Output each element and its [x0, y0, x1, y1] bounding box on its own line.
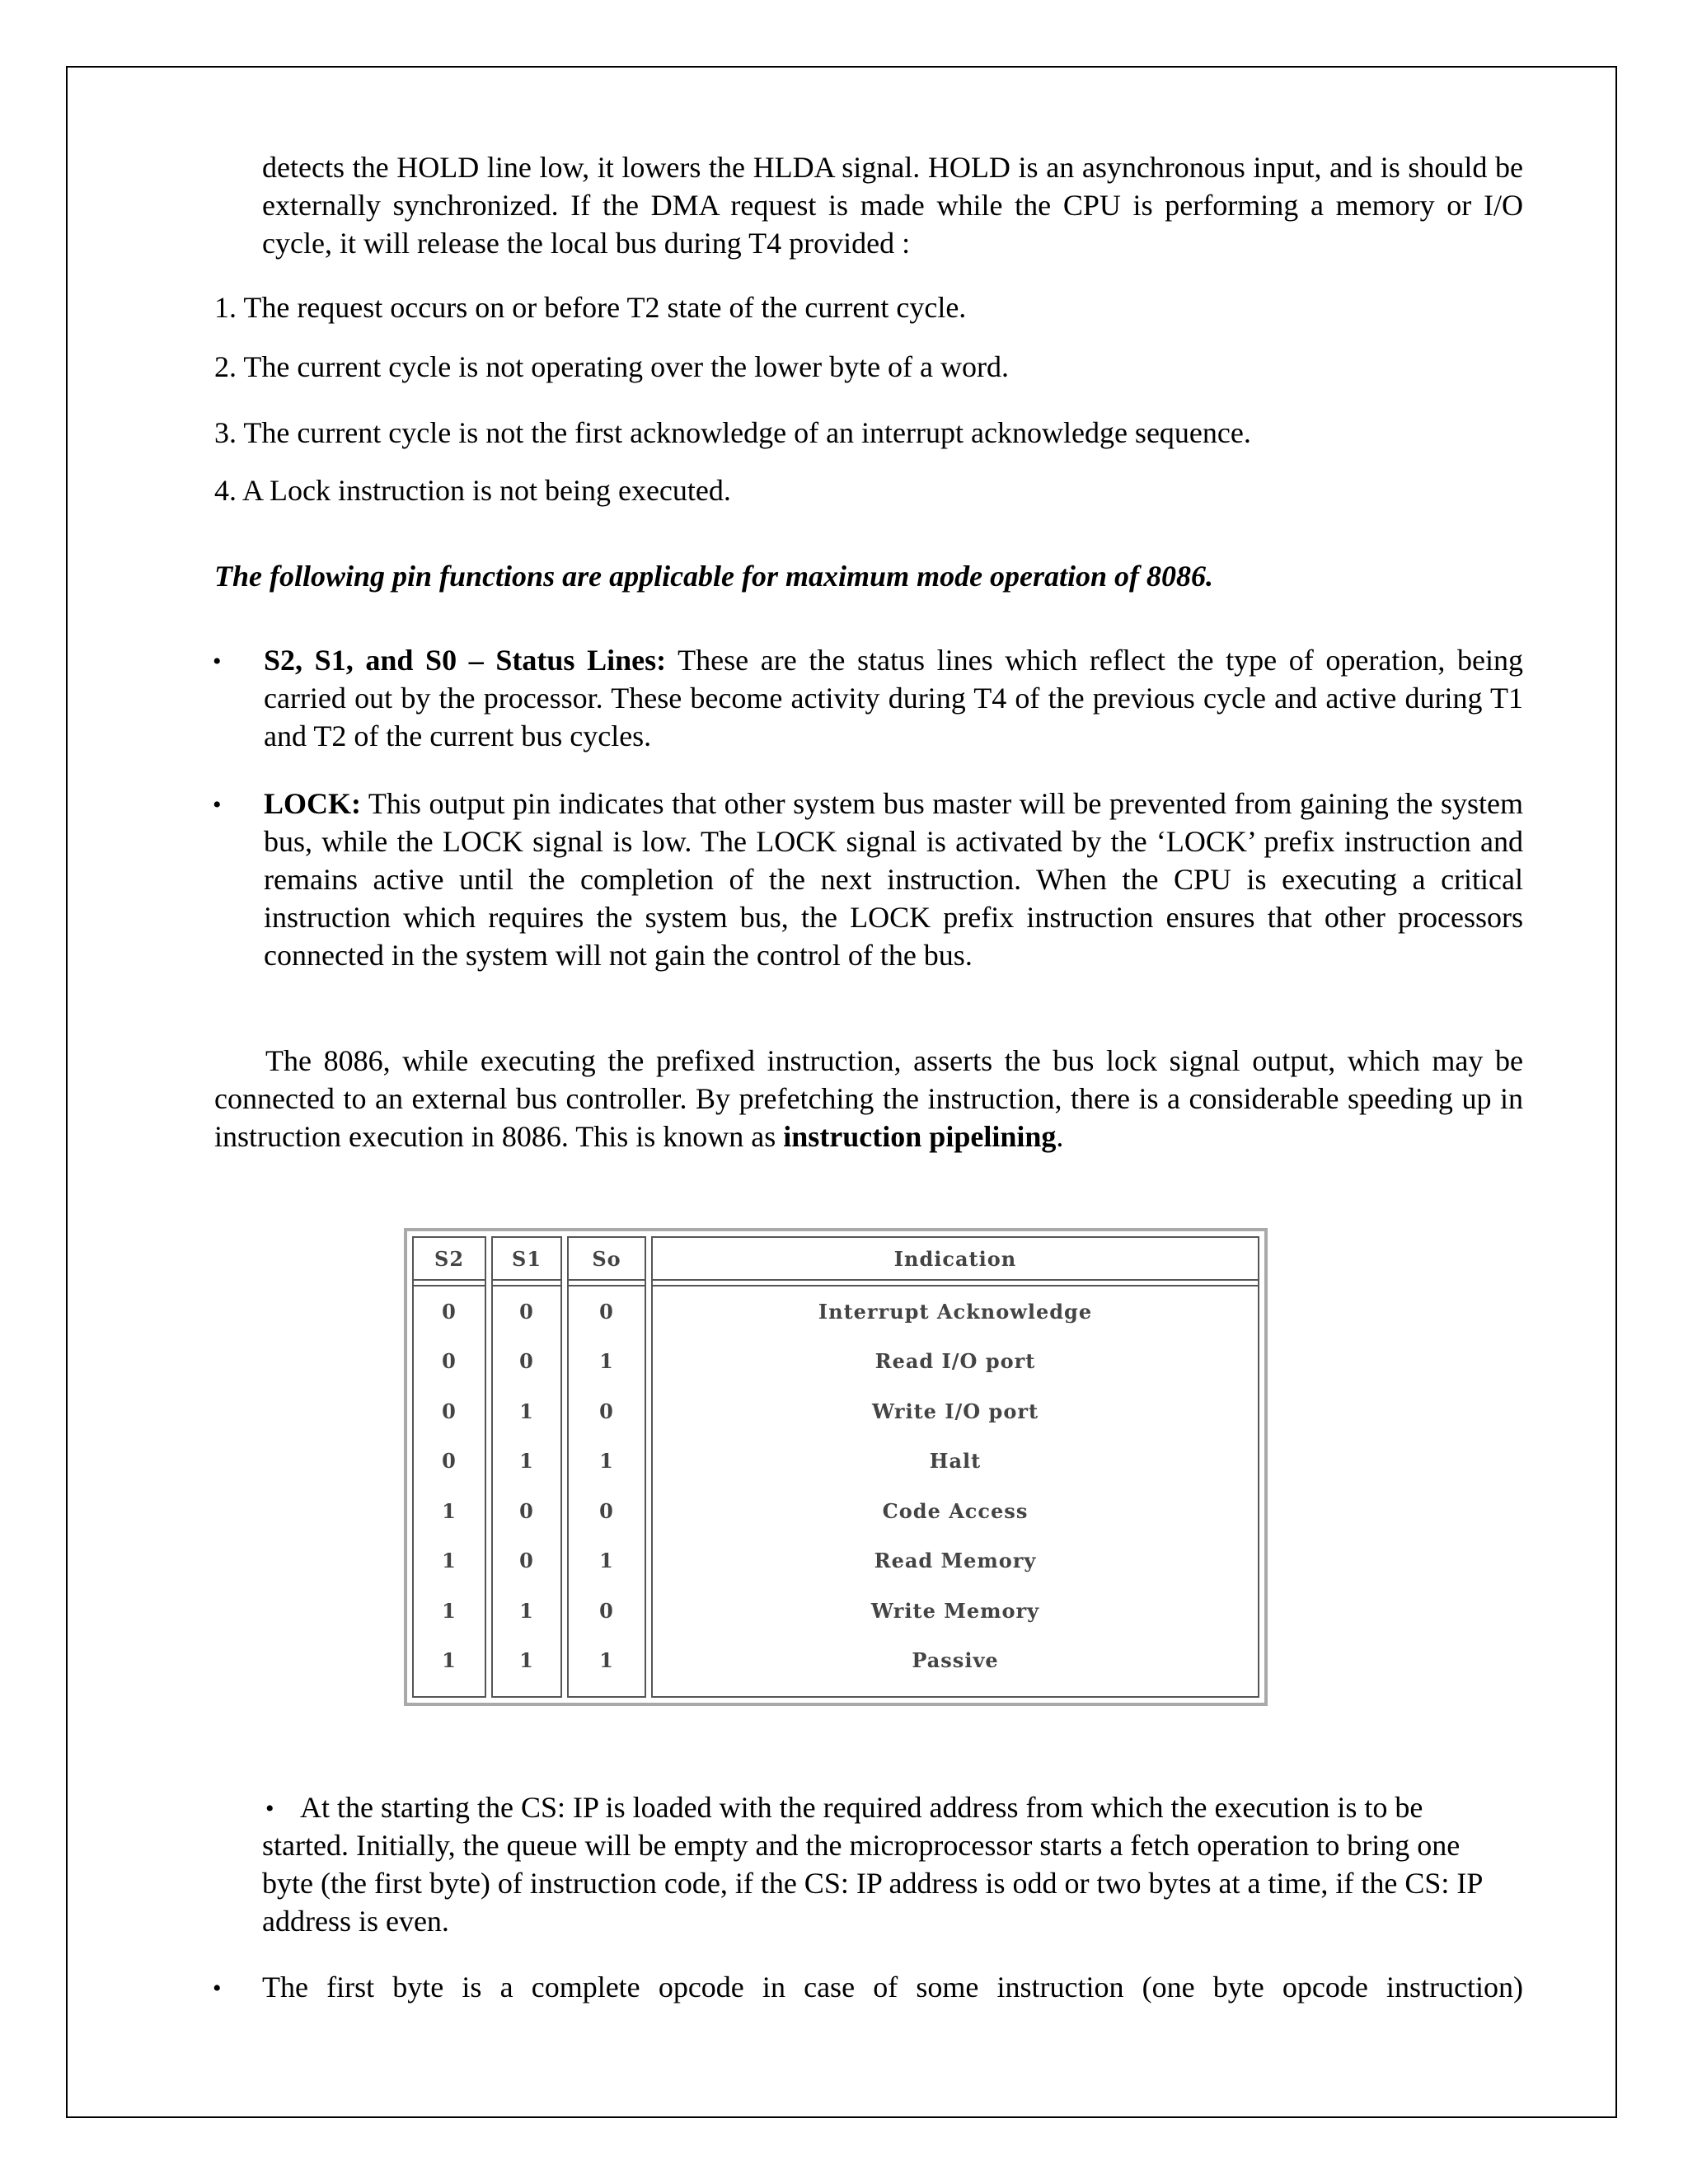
bullet-first-byte: • [213, 1975, 222, 2002]
cell-s0: 1 [599, 1549, 614, 1573]
cell-s2: 0 [442, 1399, 457, 1423]
column-s2 [412, 1236, 486, 1698]
cell-s1: 0 [519, 1498, 534, 1523]
cell-s0: 0 [599, 1399, 614, 1423]
cell-s2: 1 [442, 1598, 457, 1623]
header-s1: S1 [493, 1238, 560, 1281]
column-s0 [567, 1236, 646, 1698]
pipelining-text: The 8086, while executing the prefixed instruction, asserts the bus lock signal output, which may be connected to an external bus controller. By prefetching the instruction, there is a considerable speeding up in instruction execution in 8086. This is known as [214, 1044, 1523, 1153]
cell-s1: 1 [519, 1598, 534, 1623]
cell-s0: 0 [599, 1598, 614, 1623]
cell-s2: 1 [442, 1498, 457, 1523]
max-mode-heading: The following pin functions are applicable for maximum mode operation of 8086. [214, 560, 1214, 593]
cell-s1: 0 [519, 1299, 534, 1324]
bullet-lock: • [213, 791, 222, 818]
cell-indication: Write I/O port [871, 1399, 1039, 1423]
cell-s1: 1 [519, 1449, 534, 1474]
bullet-csip: • [265, 1795, 274, 1822]
cell-indication: Halt [929, 1449, 982, 1474]
pipelining-end: . [1056, 1120, 1064, 1153]
condition-3: 3. The current cycle is not the first acknowledge of an interrupt acknowledge sequence. [214, 416, 1251, 449]
status-lines-text: These are the status lines which reflect the type of operation, being carried out by the processor. These become activity during T4 of the previous cycle and active during T1 and T2 of the current bus cycles. [264, 644, 1524, 752]
cell-indication: Interrupt Acknowledge [818, 1299, 1093, 1324]
cell-s2: 1 [442, 1648, 457, 1673]
condition-1: 1. The request occurs on or before T2 state of the current cycle. [214, 291, 967, 324]
cell-s1: 0 [519, 1549, 534, 1573]
pipelining-paragraph [214, 1042, 1523, 1155]
lock-text: This output pin indicates that other system bus master will be prevented from gaining the system bus, while the LOCK signal is low. The LOCK signal is activated by the ‘LOCK’ prefix instruction and remains active until the completion of the next instruction. When the CPU is executing a critical instruction which requires the system bus, the LOCK prefix instruction ensures that other processors connected in the system will not gain the control of the bus. [264, 787, 1523, 972]
first-byte-line: The first byte is a complete opcode in case of some instruction (one byte opcode instruction) [262, 1971, 1523, 2004]
header-s0: So [569, 1238, 645, 1281]
cell-s0: 1 [599, 1648, 614, 1673]
cell-indication: Passive [912, 1648, 999, 1673]
cell-s1: 1 [519, 1648, 534, 1673]
condition-4: 4. A Lock instruction is not being executed. [214, 474, 731, 507]
cell-s0: 1 [599, 1449, 614, 1474]
cell-indication: Code Access [882, 1498, 1029, 1523]
cell-indication: Write Memory [870, 1598, 1040, 1623]
column-indication [651, 1236, 1259, 1698]
cell-s2: 0 [442, 1349, 457, 1374]
status-lines-paragraph [264, 641, 1523, 755]
lock-paragraph [264, 785, 1523, 974]
status-lines-term: S2, S1, and S0 – Status Lines: [264, 644, 667, 677]
lock-term: LOCK: [264, 787, 362, 820]
cell-s0: 1 [599, 1349, 614, 1374]
cell-s1: 1 [519, 1399, 534, 1423]
condition-2: 2. The current cycle is not operating over the lower byte of a word. [214, 350, 1010, 383]
cell-indication: Read I/O port [874, 1349, 1036, 1374]
bullet-status-lines: • [213, 648, 222, 675]
cell-s0: 0 [599, 1299, 614, 1324]
column-s1 [491, 1236, 562, 1698]
pipelining-term: instruction pipelining [783, 1120, 1057, 1153]
intro-paragraph: detects the HOLD line low, it lowers the HLDA signal. HOLD is an asynchronous input, and is should be externally synchronized. If the DMA request is made while the CPU is performing a memory or I/O cycle, it will release the local bus during T4 provided : [262, 151, 1523, 260]
cell-s2: 0 [442, 1299, 457, 1324]
header-indication: Indication [653, 1238, 1258, 1281]
cell-s0: 0 [599, 1498, 614, 1523]
csip-paragraph: At the starting the CS: IP is loaded with the required address from which the execution is to be started. Initially, the queue will be empty and the microprocessor starts a fetch operation to bring one byte (the first byte) of instruction code, if the CS: IP address is odd or two bytes at a time, if the CS: IP address is even. [262, 1791, 1483, 1938]
cell-s1: 0 [519, 1349, 534, 1374]
cell-s2: 0 [442, 1449, 457, 1474]
cell-indication: Read Memory [874, 1549, 1037, 1573]
status-table [404, 1228, 1268, 1706]
cell-s2: 1 [442, 1549, 457, 1573]
header-s2: S2 [414, 1238, 485, 1281]
